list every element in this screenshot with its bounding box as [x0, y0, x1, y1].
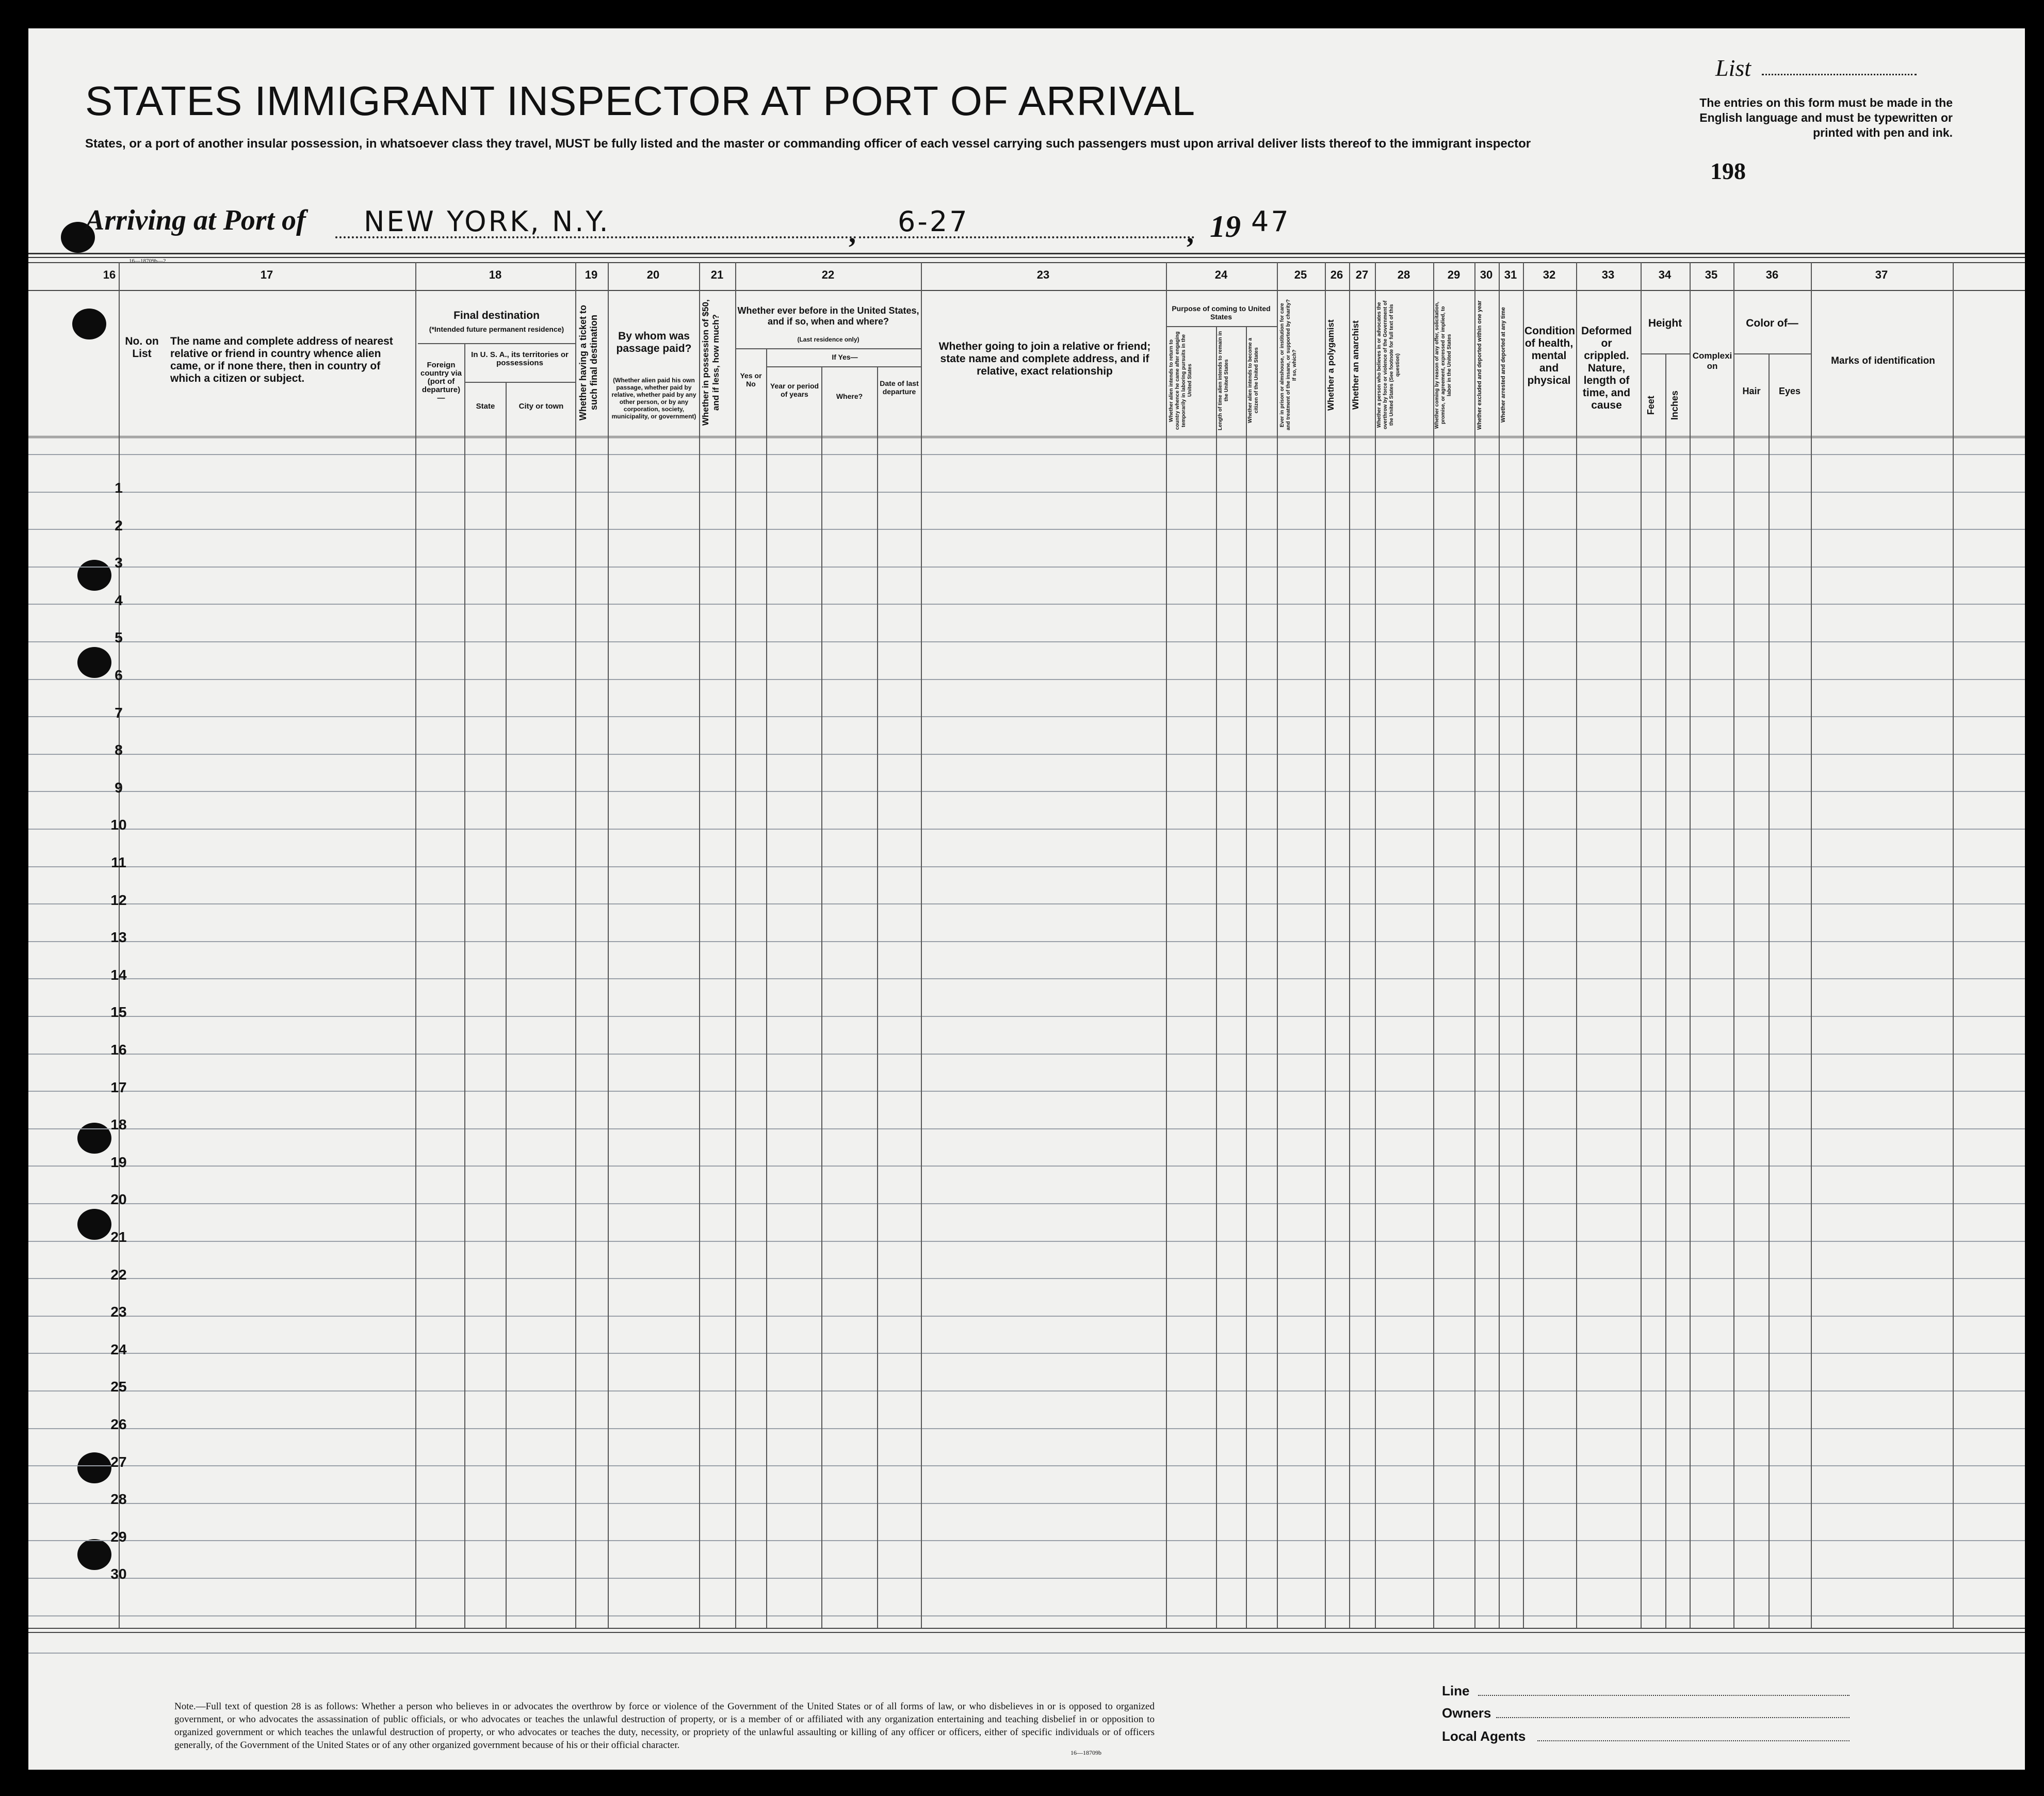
footnote-q28: Note.—Full text of question 28 is as follows: Whether a person who believes in or advocates the overthrow by force or violence of the Government of the United States or of all forms of law, or who disbelieves in or is opposed to organized government, or who advocates the assassination of public officials, or who advocates or teaches the unlawful destruction of property, or is a member of or affiliated with any organization entertaining and teaching disbelief in or opposition to organized government or which teaches the unlawful destruction of property, or who advocates or teaches the duty, necessity, or propriety of the unlawful assaulting or killing of any officer or officers, either of specific individuals or of officers generally, of the Government of the United States or of any other organized government because of his or their official character. — [174, 1701, 1155, 1751]
rule — [766, 366, 921, 367]
row-number: 13 — [110, 929, 127, 946]
rule — [28, 1628, 2025, 1629]
column-number: 16 — [103, 268, 116, 281]
col22-title: Whether ever before in the United States, and if so, when and where? — [737, 305, 919, 327]
col22-year: Year or period of years — [770, 382, 819, 398]
column-divider — [1690, 262, 1691, 1628]
row-number: 29 — [110, 1528, 127, 1545]
row-number: 14 — [110, 966, 127, 983]
column-divider — [1665, 353, 1666, 1628]
row-rule — [28, 1016, 2025, 1017]
row-rule — [28, 1653, 2025, 1654]
col24-a: Whether alien intends to return to country whence he came after engaging temporarily in laboring pursuits in the United States — [1169, 331, 1193, 430]
col34-feet: Feet — [1646, 395, 1656, 415]
comma: , — [1187, 217, 1194, 249]
column-number: 35 — [1705, 268, 1718, 281]
column-number: 17 — [260, 268, 273, 281]
column-divider — [575, 262, 576, 1628]
rule — [28, 290, 2025, 291]
column-number: 34 — [1658, 268, 1672, 281]
row-number: 6 — [115, 667, 123, 683]
column-number: 21 — [710, 268, 724, 281]
column-divider — [921, 262, 922, 1628]
col20-title: By whom was passage paid? — [616, 330, 692, 354]
col29-header: Whether coming by reason of any offer, solicitation, promise, or agreement, expressed or implied, to labor in the United States — [1434, 301, 1452, 429]
column-number: 36 — [1765, 268, 1779, 281]
col22-ifyes: If Yes— — [832, 353, 858, 361]
col37-header: Marks of identification — [1831, 355, 1935, 366]
col18-city: City or town — [518, 402, 564, 411]
row-number: 16 — [110, 1042, 127, 1058]
column-number: 20 — [646, 268, 660, 281]
row-number: 10 — [110, 817, 127, 833]
column-divider — [1733, 262, 1734, 1628]
row-rule — [28, 716, 2025, 717]
col24-title: Purpose of coming to United States — [1172, 304, 1271, 321]
row-number: 4 — [115, 592, 123, 608]
col34-inches: Inches — [1669, 390, 1680, 420]
row-number: 12 — [110, 892, 127, 908]
row-rule — [28, 978, 2025, 979]
form-code: 16—18709b—2 — [129, 258, 166, 264]
col27-header: Whether an anarchist — [1351, 320, 1360, 410]
row-number: 26 — [110, 1416, 127, 1432]
col24-c: Whether alien intends to become a citizen of the United States — [1247, 337, 1259, 424]
column-divider — [1325, 262, 1326, 1628]
row-number: 20 — [110, 1191, 127, 1208]
arriving-label: Arriving at Port of — [85, 204, 306, 236]
column-divider — [1641, 262, 1642, 1628]
column-divider — [1811, 262, 1812, 1628]
col34-title: Height — [1648, 317, 1682, 329]
row-rule — [28, 1128, 2025, 1129]
column-divider — [1499, 262, 1500, 1628]
line-field — [1478, 1695, 1850, 1696]
line-label: Line — [1442, 1683, 1470, 1698]
row-number: 21 — [110, 1229, 127, 1245]
column-divider — [1576, 262, 1577, 1628]
column-divider — [608, 262, 609, 1628]
row-rule — [28, 1540, 2025, 1541]
row-number: 30 — [110, 1566, 127, 1582]
row-rule — [28, 679, 2025, 680]
row-number: 11 — [111, 854, 126, 870]
col35-header: Complexion — [1692, 351, 1732, 371]
rule — [418, 343, 575, 344]
rule — [28, 1632, 2025, 1633]
row-rule — [28, 1278, 2025, 1279]
col33-header: Deformed or crippled. Nature, length of time, and cause — [1581, 325, 1632, 411]
col22-sub: (Last residence only) — [797, 336, 859, 343]
row-number: 5 — [115, 629, 123, 646]
col22-yesno: Yes or No — [740, 371, 762, 388]
row-rule — [28, 1615, 2025, 1616]
col31-header: Whether arrested and deported at any time — [1500, 307, 1506, 423]
row-rule — [28, 604, 2025, 605]
arrival-port: NEW YORK, N.Y. — [364, 205, 610, 238]
owners-label: Owners — [1442, 1705, 1491, 1721]
column-divider — [1474, 262, 1475, 1628]
rule — [735, 348, 921, 349]
row-rule — [28, 1241, 2025, 1242]
col24-b: Length of time alien intends to remain in the United States — [1218, 331, 1229, 430]
row-number: 9 — [115, 779, 123, 796]
column-divider — [415, 262, 416, 1628]
comma: , — [849, 217, 856, 249]
rule — [28, 262, 2025, 263]
col19-header: Whether having a ticket to such final destination — [578, 304, 599, 420]
row-rule — [28, 754, 2025, 755]
row-number: 22 — [110, 1266, 127, 1283]
list-number-line — [1762, 74, 1917, 75]
column-divider — [1375, 262, 1376, 1628]
column-divider — [1769, 353, 1770, 1628]
row-rule — [28, 829, 2025, 830]
list-number: 198 — [1710, 158, 1746, 184]
row-number: 19 — [110, 1154, 127, 1170]
row-number: 2 — [115, 517, 123, 533]
entries-note: The entries on this form must be made in the English language and must be typewritten or printed with pen and ink. — [1699, 96, 1953, 139]
col18-foreign: Foreign country via (port of departure)— — [420, 361, 462, 402]
column-divider — [1953, 262, 1954, 1628]
column-divider — [1216, 326, 1217, 1628]
row-rule — [28, 1390, 2025, 1392]
col17-header: The name and complete address of nearest relative or friend in country whence alien came, or if none there, then in country of which a citizen or subject. — [170, 335, 393, 384]
row-number: 25 — [110, 1379, 127, 1395]
row-rule — [28, 641, 2025, 642]
col16-header: No. on List — [125, 335, 159, 360]
column-number: 33 — [1601, 268, 1615, 281]
column-number: 31 — [1504, 268, 1517, 281]
row-rule — [28, 1091, 2025, 1092]
rule — [464, 382, 575, 383]
row-rule — [28, 1316, 2025, 1317]
footnote-code: 16—18709b — [1070, 1749, 1101, 1756]
col22-date: Date of last departure — [880, 379, 919, 396]
punch-hole — [72, 309, 106, 339]
column-number: 30 — [1480, 268, 1493, 281]
rule — [28, 257, 2025, 258]
col18-title: Final destination — [453, 310, 540, 321]
rule — [28, 253, 2025, 254]
column-divider — [1523, 262, 1524, 1628]
row-rule — [28, 1578, 2025, 1579]
column-number: 27 — [1355, 268, 1369, 281]
col20-note: (Whether alien paid his own passage, whether paid by relative, whether paid by any other person, or by any corporation, society, municipality, or government) — [611, 377, 696, 420]
column-divider — [1433, 262, 1434, 1628]
row-rule — [28, 1428, 2025, 1429]
row-number: 27 — [110, 1453, 127, 1470]
row-rule — [28, 1503, 2025, 1504]
column-number: 26 — [1330, 268, 1343, 281]
rule — [1166, 326, 1277, 327]
row-rule — [28, 903, 2025, 904]
rule — [1733, 353, 1811, 354]
column-divider — [1166, 262, 1167, 1628]
col25-header: Ever in prison or almshouse, or institution for care and treatment of the insane, or supported by charity? If so, which? — [1279, 299, 1297, 431]
column-number: 22 — [821, 268, 835, 281]
column-number: 37 — [1875, 268, 1888, 281]
row-rule — [28, 1054, 2025, 1055]
row-number: 18 — [110, 1117, 127, 1133]
agents-label: Local Agents — [1442, 1728, 1526, 1744]
column-number: 32 — [1543, 268, 1556, 281]
row-rule — [28, 1353, 2025, 1354]
col32-header: Condition of health, mental and physical — [1524, 325, 1575, 386]
column-number: 23 — [1036, 268, 1050, 281]
rule — [28, 436, 2025, 438]
row-number: 15 — [110, 1004, 127, 1021]
column-divider — [699, 262, 700, 1628]
year-prefix: 19 — [1210, 209, 1241, 244]
row-rule — [28, 791, 2025, 792]
col21-header: Whether in possession of $50, and if less, how much? — [701, 299, 721, 426]
row-rule — [28, 1166, 2025, 1167]
row-number: 8 — [115, 742, 123, 758]
column-number: 25 — [1294, 268, 1307, 281]
col18-usa: In U. S. A., its territories or possessions — [471, 350, 569, 367]
row-rule — [28, 941, 2025, 942]
row-rule — [28, 529, 2025, 530]
form-subtitle: States, or a port of another insular possession, in whatsoever class they travel, MUST be fully listed and the master or commanding officer of each vessel carrying such passengers must upon arrival deliver lists thereof to the immigrant inspector — [85, 137, 1531, 151]
row-rule — [28, 866, 2025, 867]
row-rule — [28, 567, 2025, 568]
row-number: 23 — [110, 1304, 127, 1320]
row-rule — [28, 1203, 2025, 1204]
column-divider — [735, 262, 736, 1628]
col26-header: Whether a polygamist — [1326, 319, 1336, 411]
col22-where: Where? — [836, 392, 863, 400]
col36-eyes: Eyes — [1778, 386, 1801, 396]
col36-title: Color of— — [1746, 317, 1798, 329]
row-number: 3 — [115, 555, 123, 571]
row-rule — [28, 492, 2025, 493]
list-label: List — [1715, 55, 1751, 81]
column-divider — [766, 348, 767, 1628]
col18-state: State — [476, 402, 495, 411]
row-number: 1 — [115, 480, 123, 496]
column-divider — [821, 366, 822, 1628]
column-number: 28 — [1397, 268, 1410, 281]
column-divider — [1246, 326, 1247, 1628]
col36-hair: Hair — [1742, 386, 1761, 396]
col18-sub: (*Intended future permanent residence) — [429, 325, 564, 333]
row-rule — [28, 1465, 2025, 1466]
owners-field — [1496, 1717, 1850, 1718]
column-divider — [506, 382, 507, 1628]
agents-field — [1537, 1740, 1850, 1741]
column-number: 19 — [585, 268, 598, 281]
row-number: 17 — [110, 1079, 127, 1095]
col23-header: Whether going to join a relative or friend; state name and complete address, and if relative, exact relationship — [938, 341, 1151, 377]
row-number: 28 — [110, 1491, 127, 1508]
arrival-date: 6-27 — [898, 205, 969, 238]
col30-header: Whether excluded and deported within one year — [1477, 300, 1483, 430]
form-title: STATES IMMIGRANT INSPECTOR AT PORT OF ARRIVAL — [85, 78, 1196, 124]
column-number: 24 — [1214, 268, 1228, 281]
column-divider — [464, 343, 465, 1628]
row-rule — [28, 454, 2025, 455]
col28-header: Whether a person who believes in or advocates the overthrow by force or violence of the Government of the United States (See footnote for full text of this question) — [1376, 300, 1401, 430]
year-suffix: 47 — [1251, 205, 1291, 238]
column-number: 29 — [1447, 268, 1461, 281]
column-number: 18 — [489, 268, 502, 281]
column-divider — [1349, 262, 1350, 1628]
column-divider — [1277, 262, 1278, 1628]
row-number: 7 — [115, 704, 123, 721]
row-number: 24 — [110, 1341, 127, 1357]
column-divider — [877, 366, 878, 1628]
